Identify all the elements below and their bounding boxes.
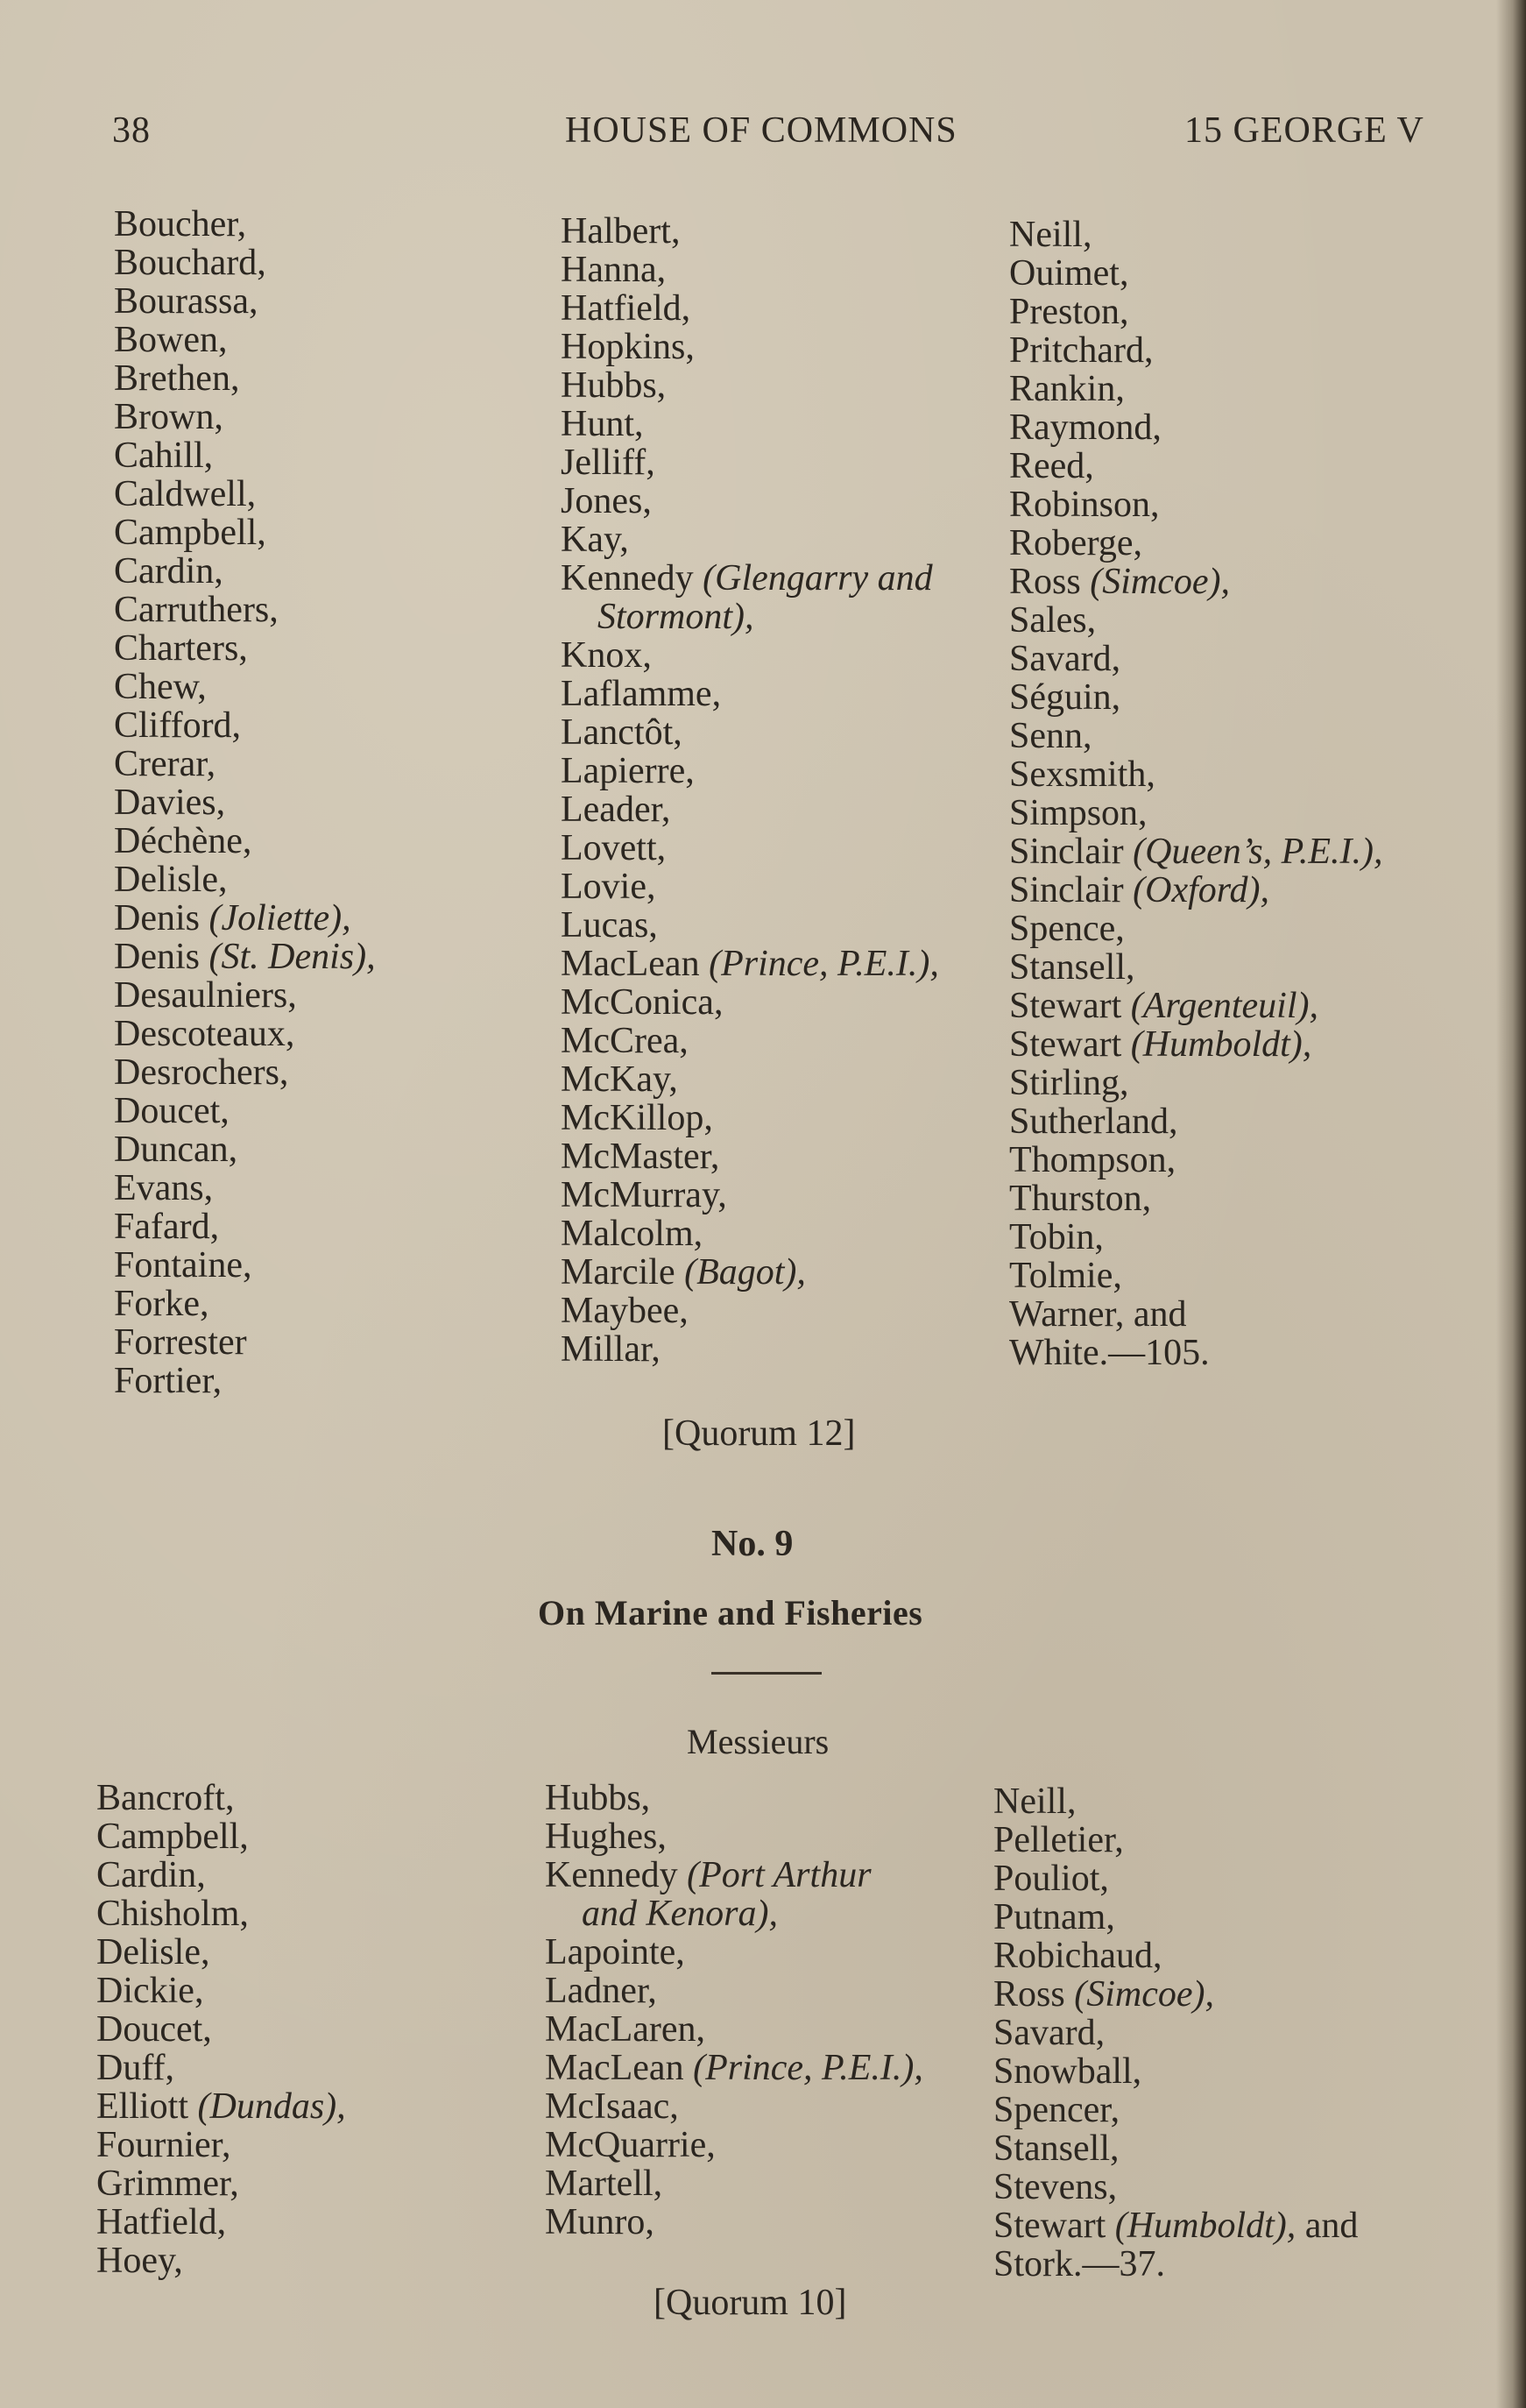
member-column-2 [545,1779,923,2242]
riding: (Port Arthur [687,1855,872,1895]
member-surname: Elliott [96,2086,188,2127]
member-surname: Sinclair [1009,832,1124,872]
member-name-with-riding [114,938,376,976]
member-name: Pouliot, [993,1859,1109,1899]
member-name: Charters, [114,628,248,669]
member-name: Roberge, [1009,523,1143,563]
member-name: Dickie, [96,1971,204,2011]
riding: Stormont), [597,597,754,637]
member-name: Sexsmith, [1009,754,1155,795]
member-name: McQuarrie, [545,2125,716,2165]
member-name: Fontaine, [114,1245,252,1285]
member-name: Lovett, [561,828,667,868]
member-name: Boucher, [114,204,247,244]
member-name: Reed, [1009,446,1094,486]
member-name: Bouchard, [114,243,266,283]
member-name: Fafard, [114,1207,220,1247]
member-name: Doucet, [114,1091,230,1131]
riding: (Prince, P.E.I.), [693,2048,923,2088]
member-name: Grimmer, [96,2164,239,2204]
member-name: Millar, [561,1329,661,1370]
riding: (Oxford), [1133,870,1270,910]
member-name: Duff, [96,2048,175,2088]
member-name: Sutherland, [1009,1101,1178,1142]
member-surname: Marcile [561,1252,675,1293]
section-divider [711,1672,822,1675]
member-name: Kay, [561,520,629,560]
committee-number: No. 9 [711,1524,794,1564]
member-name: Neill, [993,1781,1077,1822]
member-name: McIsaac, [545,2086,679,2127]
riding: (St. Denis), [208,937,376,977]
member-name: Hubbs, [545,1778,651,1818]
member-name: Ouimet, [1009,253,1129,294]
quorum-note: [Quorum 10] [653,2283,847,2323]
running-title: HOUSE OF COMMONS [565,110,957,151]
member-name: Preston, [1009,292,1129,332]
member-name-with-riding [1009,563,1383,601]
member-column-3 [1009,216,1383,1372]
riding: and Kenora), [582,1894,778,1934]
member-surname: Kennedy [545,1855,678,1895]
member-surname: MacLean [545,2048,684,2088]
member-name: Carruthers, [114,590,279,630]
member-name: McKillop, [561,1098,713,1138]
member-name: Spence, [1009,909,1125,949]
committee-name: On Marine and Fisheries [538,1593,923,1632]
member-name-with-riding [1009,871,1383,910]
member-name: Rankin, [1009,369,1125,409]
member-name: Cardin, [114,551,223,591]
member-name: Duncan, [114,1130,238,1170]
member-name: Tobin, [1009,1217,1104,1257]
member-name: Campbell, [114,513,266,553]
member-name: Munro, [545,2202,654,2242]
member-name: Jelliff, [561,443,655,483]
member-name: Thurston, [1009,1179,1152,1219]
page-number: 38 [112,110,151,151]
member-name-with-riding [114,899,376,938]
member-name: Thompson, [1009,1140,1176,1180]
member-name: Stansell, [993,2128,1120,2169]
member-name: Desaulniers, [114,975,297,1016]
member-name-with-riding [561,945,939,983]
member-name-with-riding [993,1975,1358,2014]
member-name: Sales, [1009,600,1097,641]
riding: (Queen’s, P.E.I.), [1133,832,1383,872]
member-name: Hoey, [96,2241,183,2281]
member-name: Forke, [114,1284,209,1324]
member-name: Bancroft, [96,1778,235,1818]
member-name: Pritchard, [1009,330,1154,371]
member-name: Laflamme, [561,674,722,714]
member-name: MacLaren, [545,2009,706,2050]
riding: (Glengarry and [703,558,933,598]
member-name: Spencer, [993,2090,1120,2130]
member-name: Forrester [114,1322,247,1363]
member-name: Robinson, [1009,485,1160,525]
riding-continuation [545,1895,923,1933]
member-name: Brown, [114,397,223,437]
member-name: McMaster, [561,1137,720,1177]
member-name-with-riding [561,1253,939,1292]
member-name: Warner, and [1009,1294,1187,1335]
member-name: Tolmie, [1009,1256,1122,1296]
member-name-with-riding [1009,987,1383,1025]
member-name: Desrochers, [114,1052,289,1093]
member-name: Pelletier, [993,1820,1124,1860]
member-name: Caldwell, [114,474,257,514]
quorum-note: [Quorum 12] [662,1413,856,1454]
messieurs-heading: Messieurs [687,1722,830,1761]
member-name: Hanna, [561,250,667,290]
member-surname: Denis [114,937,200,977]
member-name: Doucet, [96,2009,212,2050]
member-name: Leader, [561,790,671,830]
member-name: Crerar, [114,744,216,784]
member-column-1 [114,205,376,1400]
member-surname: MacLean [561,944,700,984]
member-name-with-riding [545,1856,923,1895]
member-name: Stirling, [1009,1063,1129,1103]
member-name: Ladner, [545,1971,657,2011]
member-name: Delisle, [96,1932,210,1972]
member-name-with-riding [561,559,939,598]
member-name-with-riding [96,2087,346,2126]
member-name: Déchène, [114,821,252,861]
member-name: Stevens, [993,2167,1118,2207]
member-name: Lanctôt, [561,712,682,753]
member-name: Davies, [114,783,226,823]
member-name: Stansell, [1009,947,1135,988]
member-name: Knox, [561,635,652,676]
member-column-1 [96,1779,346,2280]
member-name-with-riding [545,2049,923,2087]
member-name: Martell, [545,2164,663,2204]
member-name: Hatfield, [96,2202,227,2242]
member-column-2 [561,212,939,1369]
member-name: Raymond, [1009,407,1162,448]
member-name: Cahill, [114,436,214,476]
member-name: Hatfield, [561,288,691,329]
riding-continuation [561,598,939,636]
riding: (Joliette), [208,898,351,938]
member-name: Halbert, [561,211,681,251]
member-name: Stork.—37. [993,2244,1166,2284]
member-name: Maybee, [561,1291,689,1331]
member-name: McMurray, [561,1175,727,1215]
member-name: Simpson, [1009,793,1148,833]
member-name-with-riding [1009,832,1383,871]
member-name: Savard, [993,2013,1106,2053]
member-name: Séguin, [1009,677,1121,718]
member-surname: Ross [1009,562,1081,602]
member-name: McConica, [561,982,724,1023]
member-name: Chew, [114,667,207,707]
member-name: Putnam, [993,1897,1115,1937]
member-name: Brethen, [114,358,240,399]
riding: (Simcoe), [1090,562,1230,602]
member-surname: Kennedy [561,558,694,598]
member-name: Neill, [1009,215,1092,255]
member-surname: Stewart [1009,1024,1122,1065]
member-name: Delisle, [114,860,228,900]
conjunction: and [1304,2206,1359,2246]
member-name: Snowball, [993,2051,1142,2092]
member-name-with-riding [1009,1025,1383,1064]
member-name: Senn, [1009,716,1092,756]
member-surname: Stewart [1009,986,1122,1026]
member-name: Chisholm, [96,1894,249,1934]
member-name: Lapointe, [545,1932,685,1972]
member-name: Clifford, [114,705,242,746]
member-name: Descoteaux, [114,1014,295,1054]
member-name: Cardin, [96,1855,206,1895]
member-name: Bowen, [114,320,228,360]
member-surname: Denis [114,898,200,938]
riding: (Dundas), [197,2086,346,2127]
member-name: Campbell, [96,1817,249,1857]
member-name: White.—105. [1009,1333,1210,1373]
member-name: Hughes, [545,1817,667,1857]
riding: (Bagot), [684,1252,806,1293]
member-name: Bourassa, [114,281,258,322]
member-name: Fortier, [114,1361,223,1401]
member-name: Robichaud, [993,1936,1162,1976]
member-name: McKay, [561,1059,678,1100]
riding: (Humboldt), [1114,2206,1296,2246]
riding: (Argenteuil), [1130,986,1319,1026]
member-name: Malcolm, [561,1214,703,1254]
member-name: Hopkins, [561,327,695,367]
page-edge-shadow [1496,0,1526,2408]
riding: (Humboldt), [1130,1024,1312,1065]
member-surname: Sinclair [1009,870,1124,910]
member-name: Fournier, [96,2125,231,2165]
riding: (Simcoe), [1074,1974,1214,2015]
member-name-with-riding [993,2206,1358,2245]
member-name: Lucas, [561,905,658,945]
riding: (Prince, P.E.I.), [709,944,939,984]
member-name: Hunt, [561,404,644,444]
member-name: Hubbs, [561,365,667,406]
member-name: Savard, [1009,639,1121,679]
member-surname: Ross [993,1974,1065,2015]
member-name: Lovie, [561,867,656,907]
member-name: Jones, [561,481,652,521]
member-name: Lapierre, [561,751,695,791]
member-name: McCrea, [561,1021,689,1061]
member-column-3 [993,1782,1358,2284]
regnal-year: 15 GEORGE V [1184,110,1424,151]
member-surname: Stewart [993,2206,1106,2246]
member-name: Evans, [114,1168,214,1208]
